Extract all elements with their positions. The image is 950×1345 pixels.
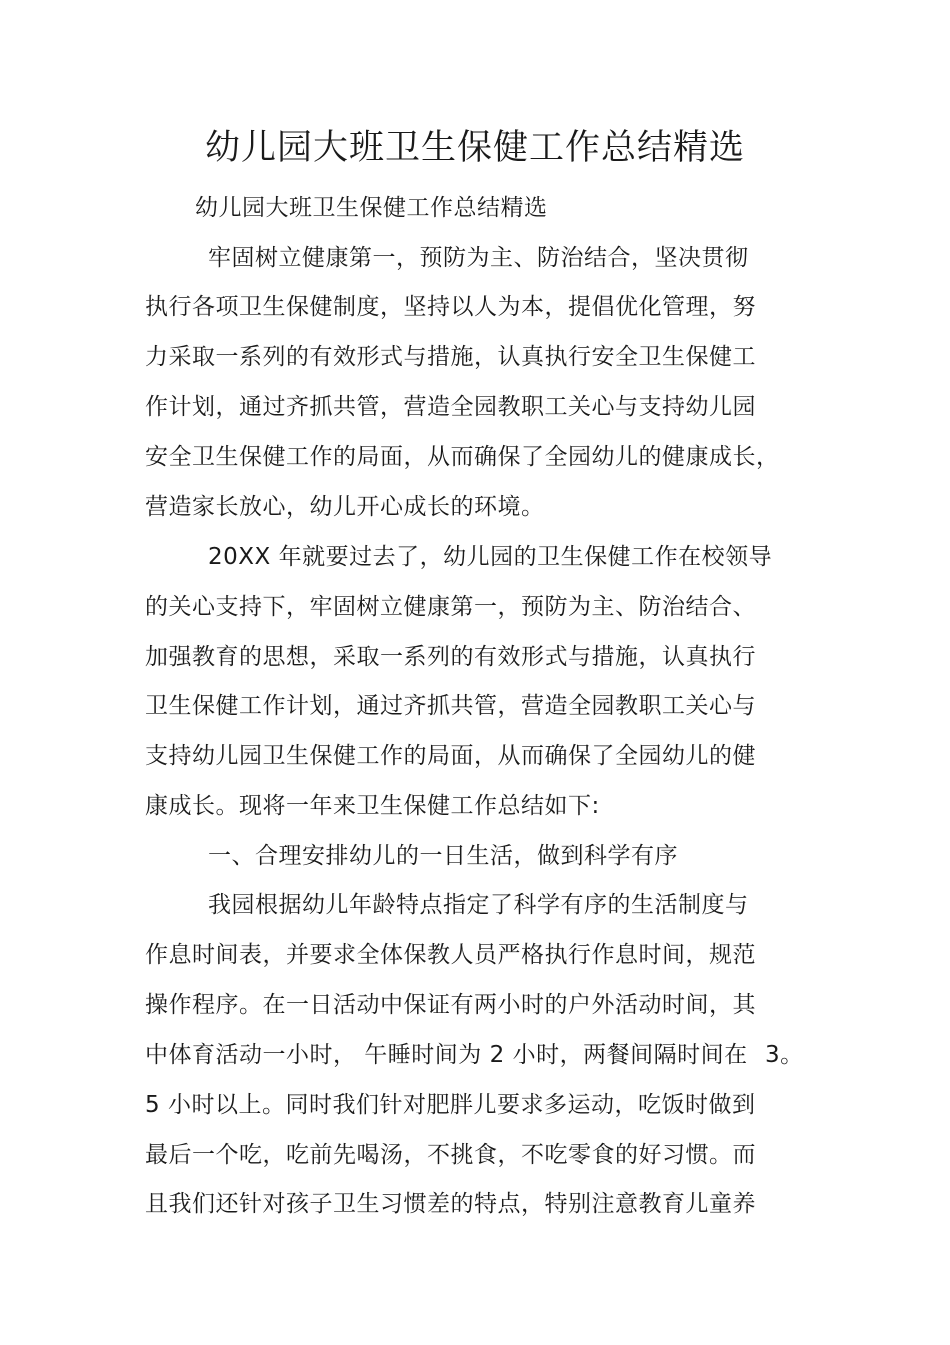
paragraph-line: 作息时间表，并要求全体保教人员严格执行作息时间，规范 <box>145 942 756 968</box>
paragraph-line: 我园根据幼儿年龄特点指定了科学有序的生活制度与 <box>208 892 749 918</box>
paragraph-line: 且我们还针对孩子卫生习惯差的特点，特别注意教育儿童养 <box>145 1191 756 1217</box>
paragraph-line-fragment: 3。 <box>765 1042 804 1068</box>
paragraph-line: 卫生保健工作计划，通过齐抓共管，营造全园教职工关心与 <box>145 693 756 719</box>
paragraph-line: 中体育活动一小时， 午睡时间为 2 小时，两餐间隔时间在 <box>145 1042 748 1068</box>
document-title: 幼儿园大班卫生保健工作总结精选 <box>204 128 745 168</box>
paragraph-line: 支持幼儿园卫生保健工作的局面，从而确保了全园幼儿的健 <box>145 743 756 769</box>
paragraph-line: 5 小时以上。同时我们针对肥胖儿要求多运动，吃饭时做到 <box>145 1092 756 1118</box>
subtitle-line: 幼儿园大班卫生保健工作总结精选 <box>195 195 548 221</box>
paragraph-line: 牢固树立健康第一，预防为主、防治结合，坚决贯彻 <box>208 245 749 271</box>
paragraph-line: 康成长。现将一年来卫生保健工作总结如下: <box>145 793 600 819</box>
paragraph-line: 执行各项卫生保健制度，坚持以人为本，提倡优化管理，努 <box>145 294 756 320</box>
paragraph-line: 20XX 年就要过去了，幼儿园的卫生保健工作在校领导 <box>208 544 773 570</box>
paragraph-line: 操作程序。在一日活动中保证有两小时的户外活动时间，其 <box>145 992 756 1018</box>
paragraph-line: 力采取一系列的有效形式与措施，认真执行安全卫生保健工 <box>145 344 756 370</box>
paragraph-line: 加强教育的思想，采取一系列的有效形式与措施，认真执行 <box>145 644 756 670</box>
paragraph-line: 的关心支持下，牢固树立健康第一，预防为主、防治结合、 <box>145 594 756 620</box>
paragraph-line: 安全卫生保健工作的局面，从而确保了全园幼儿的健康成长， <box>145 444 780 470</box>
paragraph-line: 营造家长放心，幼儿开心成长的环境。 <box>145 494 545 520</box>
paragraph-line: 作计划，通过齐抓共管，营造全园教职工关心与支持幼儿园 <box>145 394 756 420</box>
paragraph-line: 最后一个吃，吃前先喝汤，不挑食，不吃零食的好习惯。而 <box>145 1142 756 1168</box>
section-heading: 一、合理安排幼儿的一日生活，做到科学有序 <box>208 843 678 869</box>
